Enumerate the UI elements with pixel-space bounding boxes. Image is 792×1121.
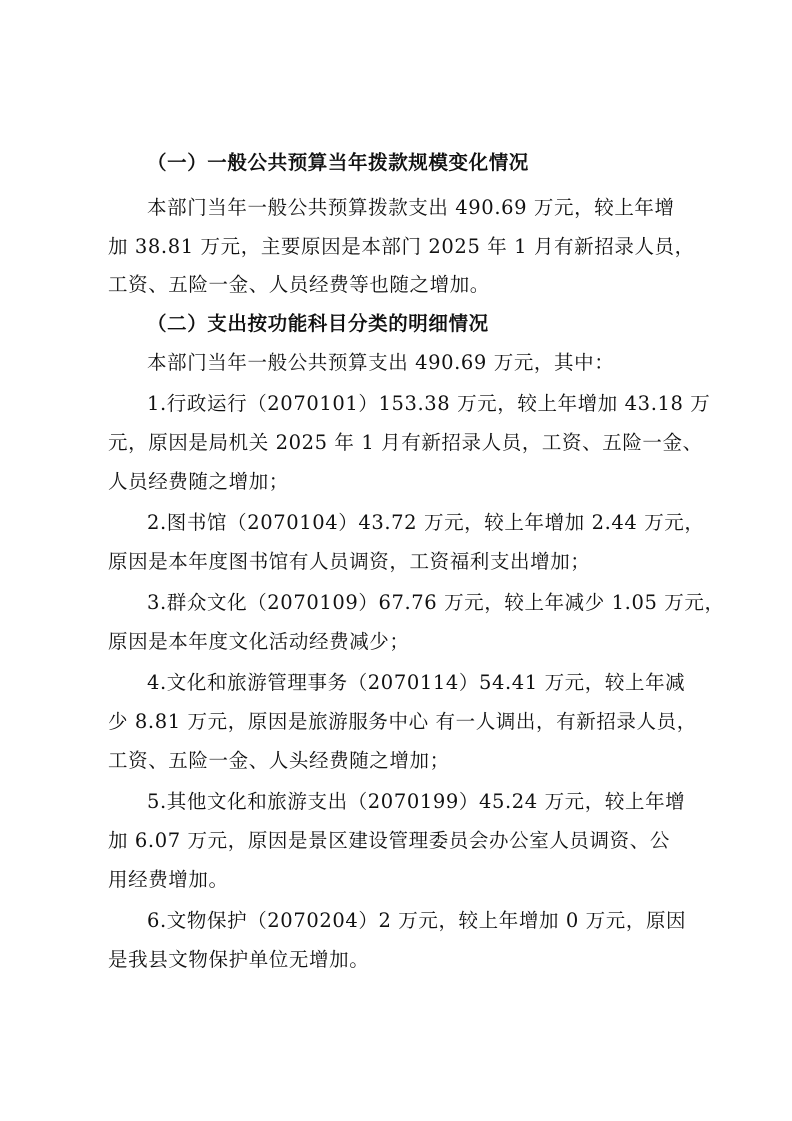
- item-3-line-1: 3.群众文化（2070109）67.76 万元，较上年减少 1.05 万元，: [147, 591, 725, 614]
- item-2-line-2: 原因是本年度图书馆有人员调资，工资福利支出增加；: [108, 550, 591, 573]
- item-6-line-2: 是我县文物保护单位无增加。: [108, 948, 370, 971]
- item-6-line-1: 6.文物保护（2070204）2 万元，较上年增加 0 万元，原因: [147, 909, 687, 932]
- item-4-line-2: 少 8.81 万元，原因是旅游服务中心 有一人调出，有新招录人员，: [108, 710, 697, 733]
- section-1-paragraph-line-2: 加 38.81 万元，主要原因是本部门 2025 年 1 月有新招录人员，: [108, 235, 695, 258]
- section-1-paragraph-line-3: 工资、五险一金、人员经费等也随之增加。: [108, 273, 490, 296]
- item-1-line-2: 元，原因是局机关 2025 年 1 月有新招录人员，工资、五险一金、: [108, 431, 703, 454]
- section-1-heading: （一）一般公共预算当年拨款规模变化情况: [147, 151, 529, 174]
- item-5-line-2: 加 6.07 万元，原因是景区建设管理委员会办公室人员调资、公: [108, 829, 670, 852]
- item-1-line-1: 1.行政运行（2070101）153.38 万元，较上年增加 43.18 万: [147, 392, 711, 415]
- item-2-line-1: 2.图书馆（2070104）43.72 万元，较上年增加 2.44 万元，: [147, 511, 705, 534]
- item-4-line-3: 工资、五险一金、人头经费随之增加；: [108, 749, 450, 772]
- section-1-paragraph-line-1: 本部门当年一般公共预算拨款支出 490.69 万元，较上年增: [147, 196, 675, 219]
- section-2-intro: 本部门当年一般公共预算支出 490.69 万元，其中：: [147, 351, 615, 374]
- item-5-line-1: 5.其他文化和旅游支出（2070199）45.24 万元，较上年增: [147, 790, 686, 813]
- item-5-line-3: 用经费增加。: [108, 868, 229, 891]
- section-2-heading: （二）支出按功能科目分类的明细情况: [147, 312, 489, 335]
- item-4-line-1: 4.文化和旅游管理事务（2070114）54.41 万元，较上年减: [147, 671, 686, 694]
- item-1-line-3: 人员经费随之增加；: [108, 470, 289, 493]
- item-3-line-2: 原因是本年度文化活动经费减少；: [108, 630, 410, 653]
